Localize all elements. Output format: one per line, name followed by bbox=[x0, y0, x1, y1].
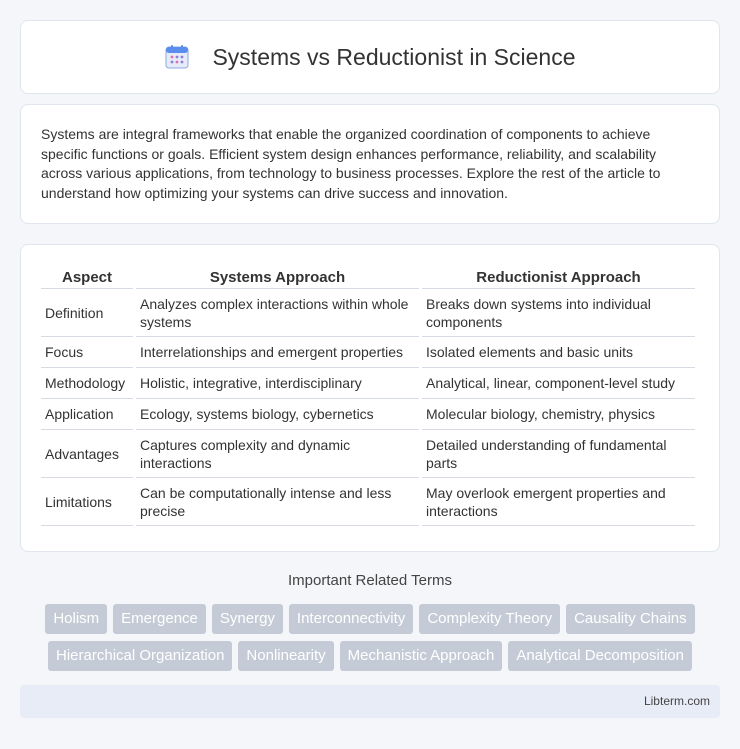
table-row bbox=[41, 368, 695, 399]
aspect-cell: Methodology bbox=[41, 368, 133, 399]
table-row bbox=[41, 289, 695, 337]
reductionist-cell: Breaks down systems into individual components bbox=[422, 289, 695, 337]
footer-brand-link[interactable]: Libterm.com bbox=[643, 694, 710, 708]
tag-nonlinearity[interactable]: Nonlinearity bbox=[238, 641, 333, 671]
reductionist-cell: Analytical, linear, component-level study bbox=[422, 368, 695, 399]
reductionist-cell: Molecular biology, chemistry, physics bbox=[422, 399, 695, 430]
tag-mechanistic-approach[interactable]: Mechanistic Approach bbox=[340, 641, 503, 671]
aspect-cell: Focus bbox=[41, 337, 133, 368]
systems-cell: Ecology, systems biology, cybernetics bbox=[136, 399, 419, 430]
systems-cell: Captures complexity and dynamic interactions bbox=[136, 430, 419, 478]
tag-emergence[interactable]: Emergence bbox=[113, 604, 206, 634]
tag-causality-chains[interactable]: Causality Chains bbox=[566, 604, 695, 634]
table-row bbox=[41, 478, 695, 526]
intro-card bbox=[20, 104, 720, 224]
systems-cell: Can be computationally intense and less precise bbox=[136, 478, 419, 526]
comparison-table-card bbox=[20, 244, 720, 552]
tag-analytical-decomposition[interactable]: Analytical Decomposition bbox=[508, 641, 692, 671]
table-row bbox=[41, 337, 695, 368]
reductionist-cell: May overlook emergent properties and interactions bbox=[422, 478, 695, 526]
table-row bbox=[41, 430, 695, 478]
header-systems: Systems Approach bbox=[136, 265, 419, 289]
tag-interconnectivity[interactable]: Interconnectivity bbox=[289, 604, 413, 634]
header-reductionist: Reductionist Approach bbox=[422, 265, 695, 289]
related-terms-tags bbox=[20, 604, 720, 671]
comparison-table bbox=[38, 265, 698, 526]
page-title: Systems vs Reductionist in Science bbox=[212, 43, 576, 70]
systems-cell: Holistic, integrative, interdisciplinary bbox=[136, 368, 419, 399]
tag-hierarchical-organization[interactable]: Hierarchical Organization bbox=[48, 641, 232, 671]
calendar-icon bbox=[164, 44, 190, 70]
header-aspect: Aspect bbox=[41, 265, 133, 289]
intro-text: Systems are integral frameworks that enable the organized coordination of components to achieve specific functions or goals. Efficient system design enhances performance, reliability, and scalability across various applications, from technology to business processes. Explore the rest of the article to understand how optimizing your systems can drive success and innovation. bbox=[41, 126, 661, 201]
aspect-cell: Limitations bbox=[41, 478, 133, 526]
aspect-cell: Advantages bbox=[41, 430, 133, 478]
tag-synergy[interactable]: Synergy bbox=[212, 604, 283, 634]
reductionist-cell: Detailed understanding of fundamental parts bbox=[422, 430, 695, 478]
footer bbox=[20, 685, 720, 718]
systems-cell: Analyzes complex interactions within whole systems bbox=[136, 289, 419, 337]
related-terms-title: Important Related Terms bbox=[288, 572, 452, 589]
table-header-row bbox=[41, 265, 695, 289]
table-row bbox=[41, 399, 695, 430]
header-card bbox=[20, 20, 720, 94]
aspect-cell: Definition bbox=[41, 289, 133, 337]
systems-cell: Interrelationships and emergent properties bbox=[136, 337, 419, 368]
tag-complexity-theory[interactable]: Complexity Theory bbox=[419, 604, 560, 634]
aspect-cell: Application bbox=[41, 399, 133, 430]
tag-holism[interactable]: Holism bbox=[45, 604, 107, 634]
reductionist-cell: Isolated elements and basic units bbox=[422, 337, 695, 368]
